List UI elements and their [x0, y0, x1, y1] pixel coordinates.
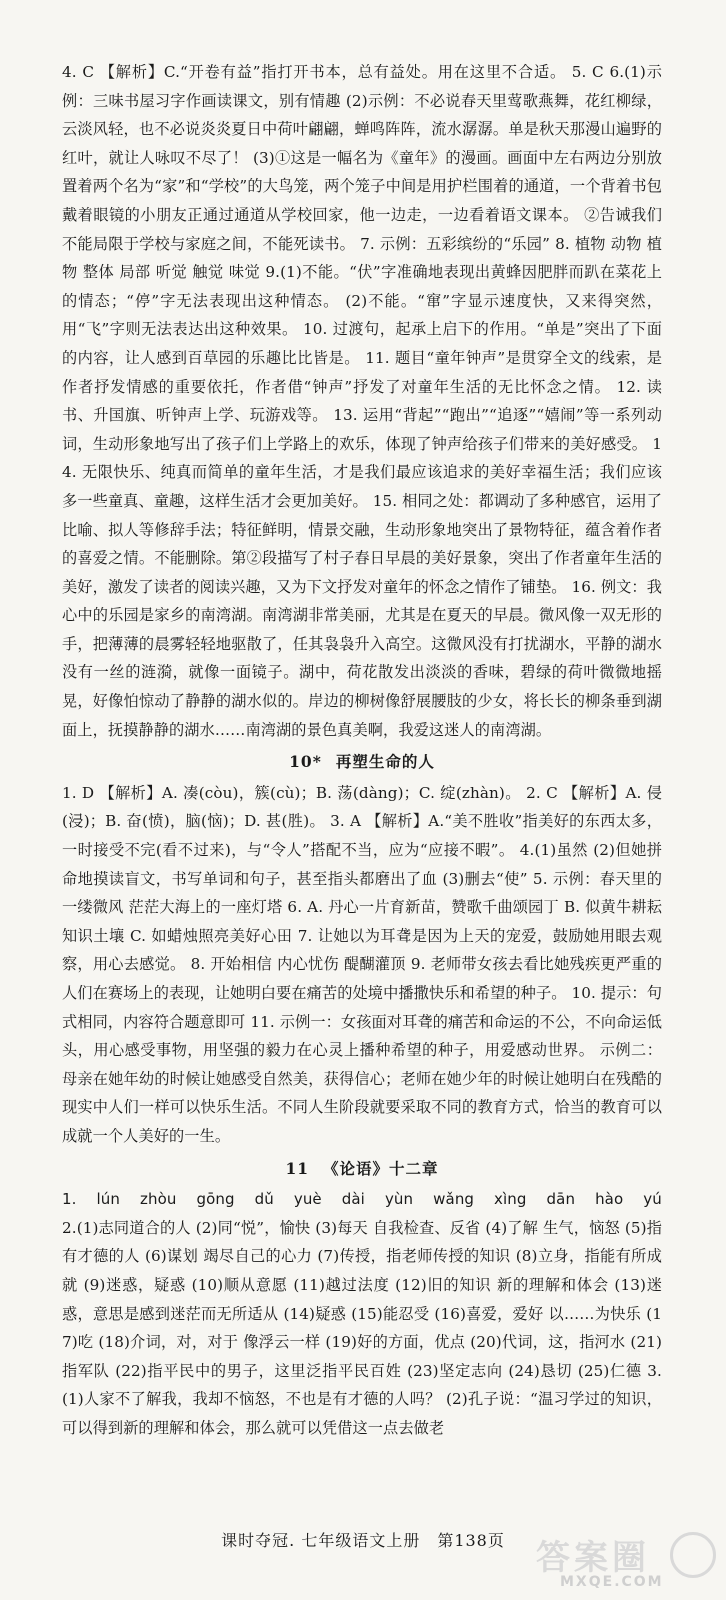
watermark-url-text: MXQE.COM [560, 1574, 664, 1590]
answer-content [62, 58, 662, 1443]
watermark-logo [520, 1530, 720, 1598]
lesson-10-number: 10* [289, 752, 322, 772]
answers-lesson-10: 1. D 【解析】A. 凑(còu)，簇(cù)；B. 荡(dàng)；C. 绽(zhàn)。 2. C 【解析】A. 侵(浸)；B. 奋(愤)，脑(恼)；D. 甚(胜)。 3. A 【解析】A.“美不胜收”指美好的东西太多，一时接受不完(看不过来)，与“令人”搭配不当，应为“应接不暇”。 4.(1)虽然 (2)但她拼命地摸读盲文，书写单词和句子，甚至指头都磨出了血 (3)删去“使” 5. 示例：春天里的一缕微风 茫茫大海上的一座灯塔 6. A. 丹心一片育新苗，赞歌千曲颂园丁 B. 似黄牛耕耘知识土壤 C. 如蜡烛照亮美好心田 7. 让她以为耳聋是因为上天的宠爱，鼓励她用眼去观察，用心去感觉。 8. 开始相信 内心忧伤 醍醐灌顶 9. 老师带女孩去看比她残疾更严重的人们在赛场上的表现，让她明白要在痛苦的处境中播撒快乐和希望的种子。 10. 提示：句式相同，内容符合题意即可 11. 示例一：女孩面对耳聋的痛苦和命运的不公，不向命运低头，用心感受事物，用坚强的毅力在心灵上播种希望的种子，用爱感动世界。 示例二：母亲在她年幼的时候让她感受自然美，获得信心；老师在她少年的时候让她明白在残酷的现实中人们一样可以快乐生活。不同人生阶段就要采取不同的教育方式，恰当的教育可以成就一个人美好的一生。 [62, 783, 662, 1145]
pinyin-item: yú [643, 1190, 662, 1209]
pinyin-item: dān [546, 1190, 576, 1209]
pinyin-item: dài [341, 1190, 365, 1209]
pinyin-item: wǎng [433, 1190, 475, 1209]
lesson-11-title: 《论语》十二章 [323, 1158, 439, 1178]
page-footer: 课时夺冠. 七年级语文上册 第138页 [221, 1531, 505, 1550]
pinyin-item: zhòu [140, 1190, 177, 1209]
answers-lesson-11: 2.(1)志同道合的人 (2)同“悦”，愉快 (3)每天 自我检查、反省 (4)了解 生气，恼怒 (5)指有才德的人 (6)谋划 竭尽自己的心力 (7)传授，指老师传授的知识 (8)立身，指能有所成就 (9)迷惑，疑惑 (10)顺从意愿 (11)越过法度 (12)旧的知识 新的理解和体会 (13)迷惑，意思是感到迷茫而无所适从 (14)疑惑 (15)能忍受 (16)喜爱，爱好 以……为快乐 (17)吃 (18)介词，对，对于 像浮云一样 (19)好的方面，优点 (20)代词，这，指河水 (21)指军队 (22)指平民中的男子，这里泛指平民百姓 (23)坚定志向 (24)恳切 (25)仁德 3.(1)人家不了解我，我却不恼怒，不也是有才德的人吗？ (2)孔子说：“温习学过的知识，可以得到新的理解和体会，那么就可以凭借这一点去做老 [62, 1218, 662, 1437]
pinyin-item: yùn [384, 1190, 414, 1209]
pinyin-item: hào [595, 1190, 624, 1209]
lesson-11-heading [62, 1155, 662, 1184]
lesson-10-heading [62, 748, 662, 777]
pinyin-item: lún [96, 1190, 120, 1209]
watermark-top-text: 答案圈 [536, 1538, 650, 1578]
pinyin-item: yuè [293, 1190, 322, 1209]
pinyin-item: gōng [196, 1190, 235, 1209]
lesson-11-number: 11 [285, 1158, 310, 1178]
watermark-seal-icon [670, 1532, 716, 1578]
pinyin-item: xìng [494, 1190, 527, 1209]
answers-lesson-9: 4. C 【解析】C.“开卷有益”指打开书本，总有益处。用在这里不合适。 5. C 6.(1)示例：三味书屋习字作画读课文，别有情趣 (2)示例：不必说春天里莺歌燕舞，花红柳绿，云淡风轻，也不必说炎炎夏日中荷叶翩翩，蝉鸣阵阵，流水潺潺。单是秋天那漫山遍野的红叶，就让人咏叹不尽了！ (3)①这是一幅名为《童年》的漫画。画面中左右两边分别放置着两个名为“家”和“学校”的大鸟笼，两个笼子中间是用护栏围着的通道，一个背着书包戴着眼镜的小朋友正通过通道从学校回家，他一边走，一边看着语文课本。 ②告诫我们不能局限于学校与家庭之间，不能死读书。 7. 示例：五彩缤纷的“乐园” 8. 植物 动物 植物 整体 局部 听觉 触觉 味觉 9.(1)不能。“伏”字准确地表现出黄蜂因肥胖而趴在菜花上的情态；“停”字无法表现出这种情态。 (2)不能。“窜”字显示速度快，又来得突然，用“飞”字则无法表达出这种效果。 10. 过渡句，起承上启下的作用。“单是”突出了下面的内容，让人感到百草园的乐趣比比皆是。 11. 题目“童年钟声”是贯穿全文的线索，是作者抒发情感的重要依托，作者借“钟声”抒发了对童年生活的无比怀念之情。 12. 读书、升国旗、听钟声上学、玩游戏等。 13. 运用“背起”“跑出”“追逐”“嬉闹”等一系列动词，生动形象地写出了孩子们上学路上的欢乐，体现了钟声给孩子们带来的美好感受。 14. 无限快乐、纯真而简单的童年生活，才是我们最应该追求的美好幸福生活；我们应该多一些童真、童趣，这样生活才会更加美好。 15. 相同之处：都调动了多种感官，运用了比喻、拟人等修辞手法；特征鲜明，情景交融，生动形象地突出了景物特征，蕴含着作者的喜爱之情。不能删除。第②段描写了村子春日早晨的美好景象，突出了作者童年生活的美好，激发了读者的阅读兴趣，又为下文抒发对童年的怀念之情作了铺垫。 16. 例文：我心中的乐园是家乡的南湾湖。南湾湖非常美丽，尤其是在夏天的早晨。微风像一双无形的手，把薄薄的晨雾轻轻地驱散了，任其袅袅升入高空。这微风没有打扰湖水，平静的湖水没有一丝的涟漪，就像一面镜子。湖中，荷花散发出淡淡的香味，碧绿的荷叶微微地摇晃，好像怕惊动了静静的湖水似的。岸边的柳树像舒展腰肢的少女，将长长的柳条垂到湖面上，抚摸静静的湖水……南湾湖的景色真美啊，我爱这迷人的南湾湖。 [62, 63, 662, 739]
pinyin-item: dǔ [254, 1190, 274, 1209]
lesson-10-title: 再塑生命的人 [335, 752, 435, 772]
pinyin-row [62, 1185, 662, 1214]
pinyin-prefix: 1. [62, 1190, 77, 1209]
